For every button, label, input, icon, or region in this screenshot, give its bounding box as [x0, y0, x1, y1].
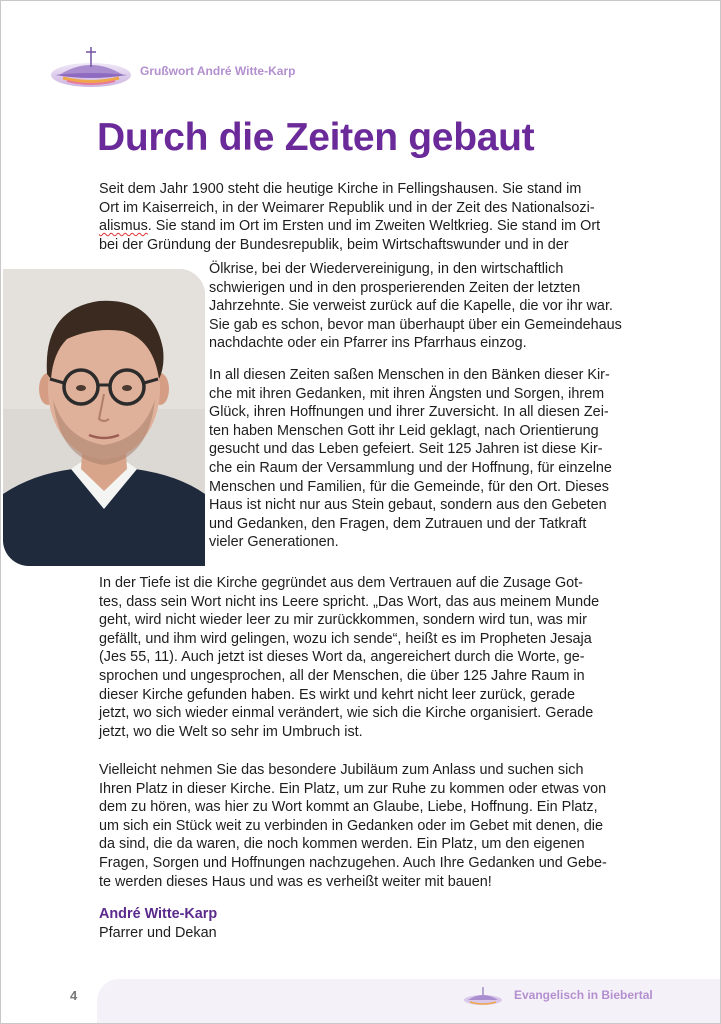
text-line: Seit dem Jahr 1900 steht die heutige Kirche in Fellingshausen. Sie stand im	[99, 181, 582, 197]
text-line: Fragen, Sorgen und Hoffnungen nachzugehen. Auch Ihre Gedanken und Gebe-	[99, 854, 607, 871]
paragraph-1-top	[99, 180, 677, 254]
text-line: Menschen und Familien, für die Gemeinde, für den Ort. Dieses	[209, 478, 609, 495]
text-line: Sie gab es schon, bevor man überhaupt über ein Gemeindehaus	[209, 316, 622, 333]
text-line: jetzt, wo sich wieder einmal verändert, wie sich die Kirche organisiert. Gerade	[99, 705, 594, 722]
signature-role: Pfarrer und Dekan	[99, 925, 217, 941]
text-line: Ort im Kaiserreich, in der Weimarer Republik und in der Zeit des Nationalsozi-	[99, 199, 595, 216]
text-segment: . Sie stand im Ort im Ersten und im Zweiten Weltkrieg. Sie stand im Ort	[147, 218, 601, 235]
text-line	[99, 217, 677, 236]
church-dome-logo-icon	[49, 41, 133, 89]
text-line: da sind, die da waren, die noch kommen werden. Ein Platz, um den eigenen	[99, 836, 585, 853]
text-line: jetzt, wo die Welt so sehr im Umbruch ist.	[99, 723, 363, 740]
text-line: In der Tiefe ist die Kirche gegründet aus dem Vertrauen auf die Zusage Got-	[99, 575, 583, 591]
text-line: bei der Gründung der Bundesrepublik, beim Wirtschaftswunder und in der	[99, 236, 569, 253]
text-line: gesucht und das Leben gefeiert. Seit 125 Jahren ist diese Kir-	[209, 441, 603, 458]
text-segment: alismus	[99, 218, 148, 235]
text-line: Glück, ihren Hoffnungen und ihrer Zuversicht. In all diesen Zei-	[209, 404, 609, 421]
signature-name: André Witte-Karp	[99, 906, 218, 922]
author-portrait-photo	[3, 269, 205, 566]
text-line: schwierigen und in den prosperierenden Zeiten der letzten	[209, 279, 581, 296]
text-line: geht, wird nicht wieder leer zu mir zurückkommen, sondern wird tun, was mir	[99, 612, 587, 629]
text-line: Jahrzehnte. Sie verweist zurück auf die Kapelle, die vor ihr war.	[209, 298, 613, 315]
text-line: Haus ist nicht nur aus Stein gebaut, sondern aus den Gebeten	[209, 497, 607, 514]
page-number: 4	[70, 988, 78, 1003]
church-dome-footer-icon	[463, 986, 503, 1006]
text-line: che ein Raum der Versammlung und der Hoffnung, für einzelne	[209, 459, 612, 476]
text-line: tes, dass sein Wort nicht ins Leere spricht. „Das Wort, das aus meinem Munde	[99, 593, 600, 610]
text-line: te werden dieses Haus und was es verheißt weiter mit bauen!	[99, 873, 492, 890]
text-line: Ihren Platz in dieser Kirche. Ein Platz, um zur Ruhe zu kommen oder etwas von	[99, 780, 607, 797]
header-section-label: Grußwort André Witte-Karp	[140, 64, 296, 78]
portrait-icon	[3, 269, 205, 566]
paragraph-3	[99, 574, 677, 741]
text-line: um sich ein Stück weit zu verbinden in Gedanken oder im Gebet mit denen, die	[99, 817, 603, 834]
paragraph-1-wrap	[209, 260, 679, 353]
text-line: In all diesen Zeiten saßen Menschen in den Bänken dieser Kir-	[209, 367, 610, 383]
footer-label: Evangelisch in Biebertal	[514, 988, 653, 1002]
text-line: Vielleicht nehmen Sie das besondere Jubiläum zum Anlass und suchen sich	[99, 762, 584, 778]
text-line: nachdachte oder ein Pfarrer ins Pfarrhaus einzog.	[209, 335, 527, 352]
text-line: dem zu hören, was hier zu Wort kommt an Glaube, Liebe, Hoffnung. Ein Platz,	[99, 799, 598, 816]
paragraph-2	[209, 366, 679, 552]
text-line: che mit ihren Gedanken, mit ihren Ängsten und Sorgen, ihrem	[209, 385, 605, 402]
text-line: gefällt, und ihm wird gelingen, wozu ich sende“, heißt es im Propheten Jesaja	[99, 630, 592, 647]
paragraph-4	[99, 761, 677, 891]
text-line: sprochen und ungesprochen, all der Menschen, die über 125 Jahre Raum in	[99, 667, 585, 684]
text-line: ten haben Menschen Gott ihr Leid geklagt, nach Orientierung	[209, 422, 599, 439]
text-line: und Gedanken, den Fragen, dem Zutrauen und der Tatkraft	[209, 515, 587, 532]
page-title: Durch die Zeiten gebaut	[97, 116, 535, 159]
text-line: vieler Generationen.	[209, 534, 339, 551]
text-line: (Jes 55, 11). Auch jetzt ist dieses Wort da, angereichert durch die Worte, ge-	[99, 649, 585, 666]
text-line: dieser Kirche gefunden haben. Es wirkt und kehrt nicht leer zurück, gerade	[99, 686, 575, 703]
text-line: Ölkrise, bei der Wiedervereinigung, in den wirtschaftlich	[209, 261, 564, 277]
